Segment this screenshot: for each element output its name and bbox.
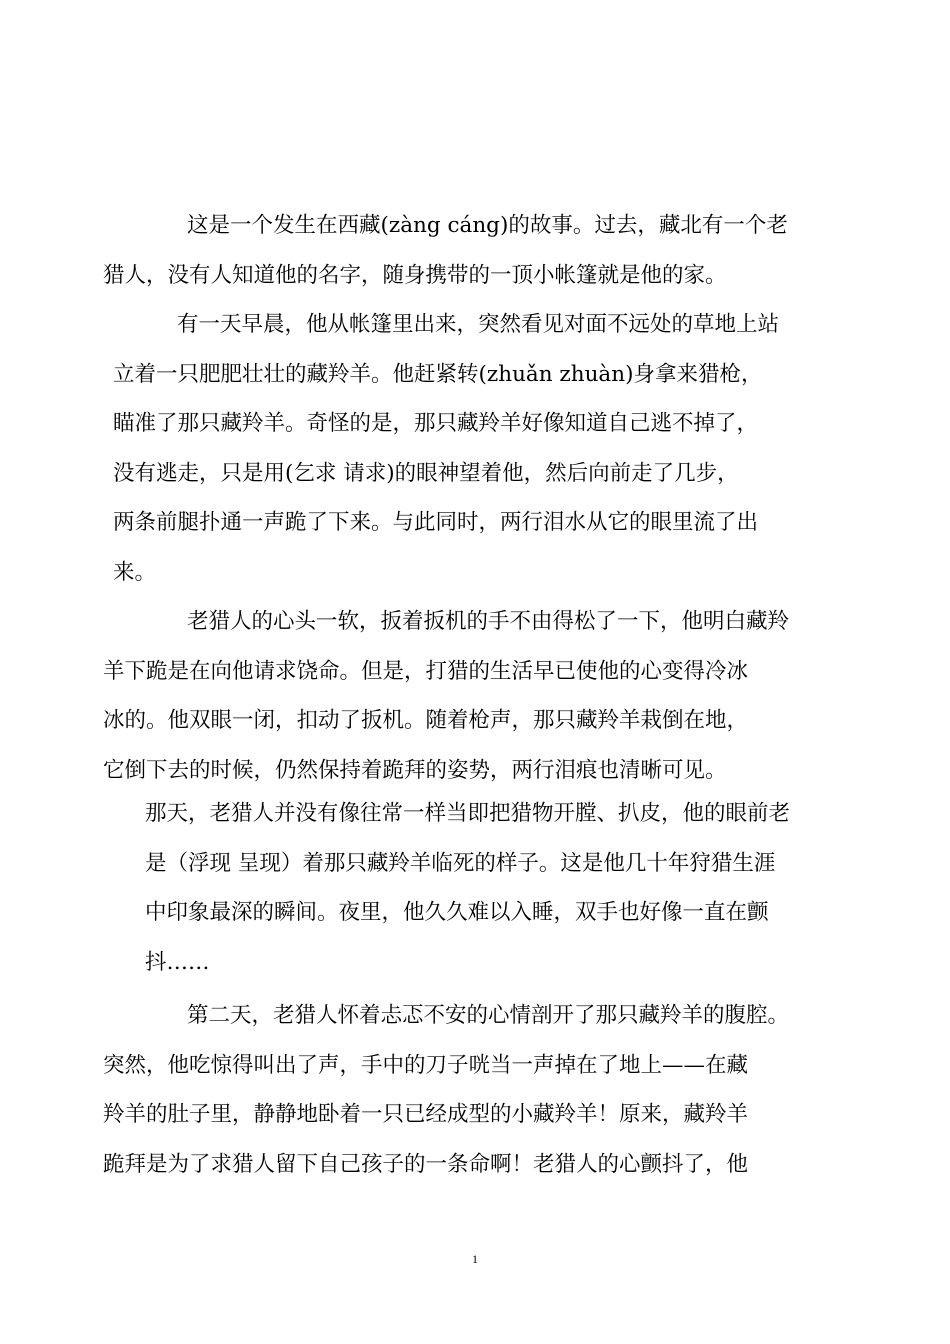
paragraph-5 [103, 991, 815, 1189]
text-line: 跪拜是为了求猎人留下自己孩子的一条命啊！老猎人的心颤抖了，他 [103, 1151, 749, 1177]
text-line: 是（浮现 呈现）着那只藏羚羊临死的样子。这是他几十年狩猎生涯 [145, 850, 776, 876]
text-line: 那天，老猎人并没有像往常一样当即把猎物开膛、扒皮，他的眼前老 [145, 801, 791, 826]
text-line: 老猎人的心头一软，扳着扳机的手不由得松了一下，他明白藏羚 [187, 609, 790, 634]
text-line: 猎人，没有人知道他的名字，随身携带的一顶小帐篷就是他的家。 [103, 262, 727, 288]
text-line: 羚羊的肚子里，静静地卧着一只已经成型的小藏羚羊！原来，藏羚羊 [103, 1102, 749, 1127]
text-line: 羊下跪是在向他请求饶命。但是，打猎的生活早已使他的心变得冷冰 [103, 658, 749, 684]
text-line: 中印象最深的瞬间。夜里，他久久难以入睡，双手也好像一直在颤 [145, 900, 769, 925]
text-line: 冰的。他双眼一闭，扣动了扳机。随着枪声，那只藏羚羊栽倒在地， [103, 708, 749, 733]
paragraph-2 [113, 300, 815, 597]
text-line: 瞄准了那只藏羚羊。奇怪的是，那只藏羚羊好像知道自己逃不掉了， [113, 411, 759, 436]
document-body [103, 201, 815, 1189]
text-line: 没有逃走，只是用(乞求 请求)的眼神望着他，然后向前走了几步， [113, 460, 739, 486]
paragraph-3 [103, 597, 815, 795]
page-number: 1 [472, 1252, 478, 1266]
text-line: 它倒下去的时候，仍然保持着跪拜的姿势，两行泪痕也清晰可见。 [103, 757, 727, 783]
text-line: 有一天早晨，他从帐篷里出来，突然看见对面不远处的草地上站 [177, 312, 780, 337]
text-line: 抖…… [145, 949, 210, 975]
text-line: 突然，他吃惊得叫出了声，手中的刀子咣当一声掉在了地上——在藏 [103, 1052, 749, 1078]
text-line: 两条前腿扑通一声跪了下来。与此同时，两行泪水从它的眼里流了出 [113, 510, 759, 535]
text-line: 立着一只肥肥壮壮的藏羚羊。他赶紧转(zhuǎn zhuàn)身拿来猎枪， [113, 361, 763, 387]
text-line: 这是一个发生在西藏(zàng cáng)的故事。过去，藏北有一个老 [187, 213, 788, 238]
text-line: 来。 [113, 559, 157, 585]
text-line: 第二天，老猎人怀着忐忑不安的心情剖开了那只藏羚羊的腹腔。 [187, 1003, 790, 1028]
paragraph-4 [145, 789, 815, 987]
paragraph-1 [103, 201, 815, 300]
